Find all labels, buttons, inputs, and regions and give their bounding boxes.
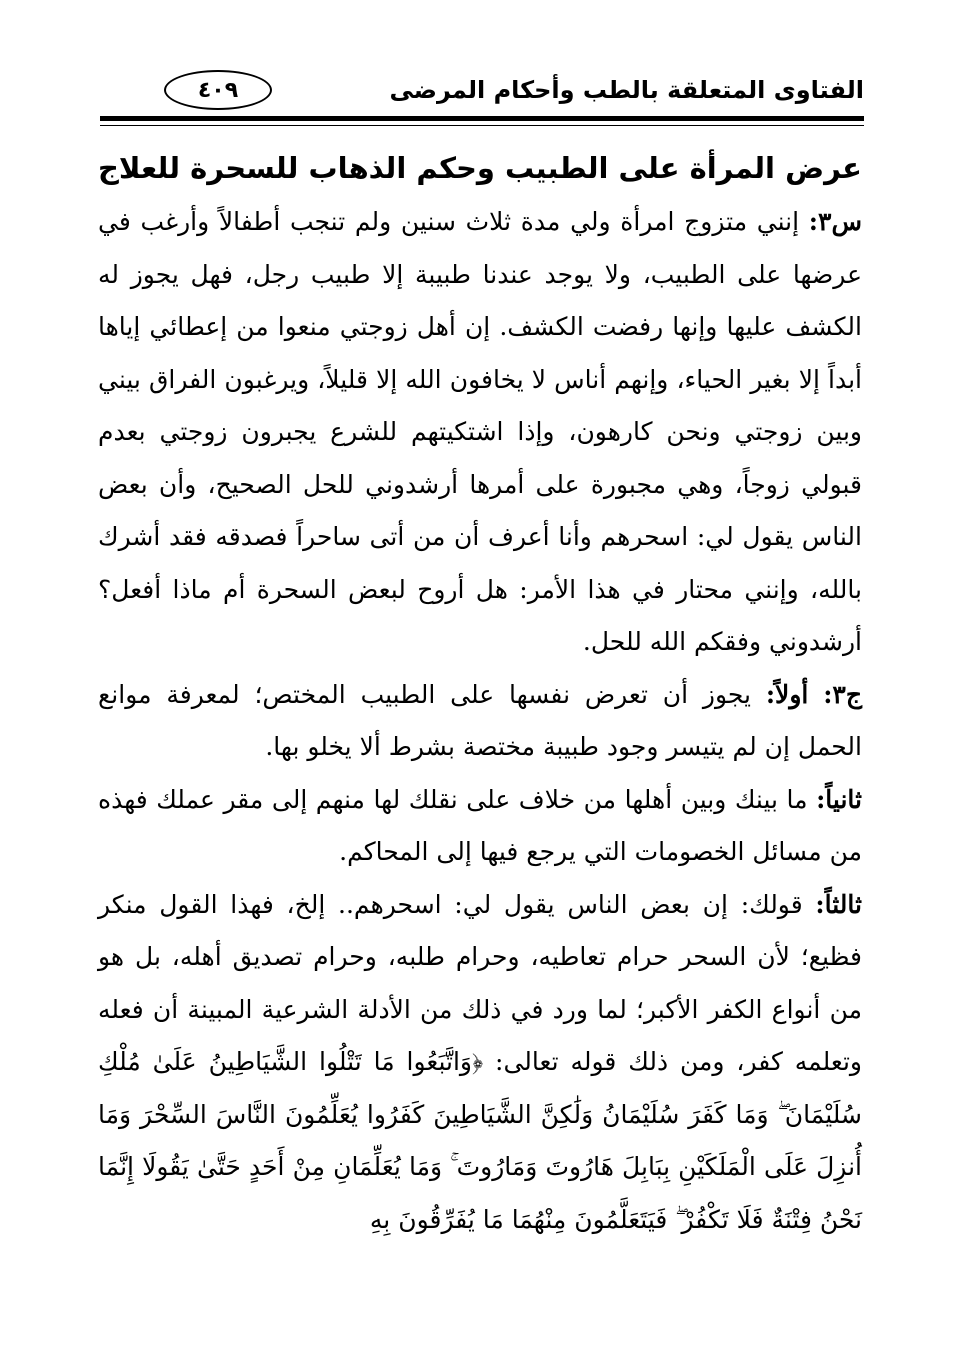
answer-label: ج٣: [823,679,862,709]
question-paragraph [98,196,862,669]
running-header [100,70,864,110]
page-body [98,142,862,1246]
answer-first-label: أولاً: [765,679,809,709]
question-label: س٣: [808,207,862,236]
question-text: إنني متزوج امرأة ولي مدة ثلاث سنين ولم تنجب أطفالاً وأرغب في عرضها على الطبيب، ولا يوجد عندنا طبيبة إلا طبيب رجل، فهل يجوز له الكشف عليها وإنها رفضت الكشف. إن أهل زوجتي منعوا من إعطائي إياها أبداً إلا بغير الحياء، وإنهم أناس لا يخافون الله إلا قليلاً، ويرغبون الفراق بيني وبين زوجتي ونحن كارهون، وإذا اشتكيتهم للشرع يجبرون زوجتي بعدم قبولي زوجاً، وهي مجبورة على أمرها أرشدوني للحل الصحيح، وأن بعض الناس يقول لي: اسحرهم وأنا أعرف أن من أتى ساحراً فصدقه فقد أشرك بالله، وإنني محتار في هذا الأمر: هل أروح لبعض السحرة أم ماذا أفعل؟ أرشدوني وفقكم الله للحل. [98,207,862,656]
answer-third-paragraph [98,879,862,1247]
quran-verse: ﴿وَاتَّبَعُوا مَا تَتْلُوا الشَّيَاطِينُ عَلَىٰ مُلْكِ سُلَيْمَانَ ۖ وَمَا كَفَرَ سُلَيْمَانُ وَلَٰكِنَّ الشَّيَاطِينَ كَفَرُوا يُعَلِّمُونَ النَّاسَ السِّحْرَ وَمَا أُنزِلَ عَلَى الْمَلَكَيْنِ بِبَابِلَ هَارُوتَ وَمَارُوتَ ۚ وَمَا يُعَلِّمَانِ مِنْ أَحَدٍ حَتَّىٰ يَقُولَا إِنَّمَا نَحْنُ فِتْنَةٌ فَلَا تَكْفُرْ ۖ فَيَتَعَلَّمُونَ مِنْهُمَا مَا يُفَرِّقُونَ بِهِ [98,1047,862,1234]
answer-first-paragraph [98,669,862,774]
answer-second-text: ما بينك وبين أهلها من خلاف على نقلك لها منهم إلى مقر عملك فهذه من مسائل الخصومات التي يرجع فيها إلى المحاكم. [98,784,862,866]
answer-third-label: ثالثاً: [815,889,862,919]
page-number: ٤٠٩ [164,70,272,110]
section-title: عرض المرأة على الطبيب وحكم الذهاب للسحرة للعلاج [98,151,862,185]
running-header-title: الفتاوى المتعلقة بالطب وأحكام المرضى [389,76,864,104]
answer-third-text: قولك: إن بعض الناس يقول لي: اسحرهم.. إلخ، فهذا القول منكر فظيع؛ لأن السحر حرام تعاطيه، وحرام طلبه، وحرام تصديق أهله، بل هو من أنواع الكفر الأكبر؛ لما ورد في ذلك من الأدلة الشرعية المبينة أن فعله وتعلمه كفر، ومن ذلك قوله تعالى: [98,889,862,1076]
header-rule-thick [100,116,864,121]
answer-second-paragraph [98,774,862,879]
header-rule-thin [100,125,864,126]
answer-second-label: ثانياً: [816,784,862,814]
answer-first-text: يجوز أن تعرض نفسها على الطبيب المختص؛ لمعرفة موانع الحمل إن لم يتيسر وجود طبيبة مختصة بشرط ألا يخلو بها. [98,679,862,761]
